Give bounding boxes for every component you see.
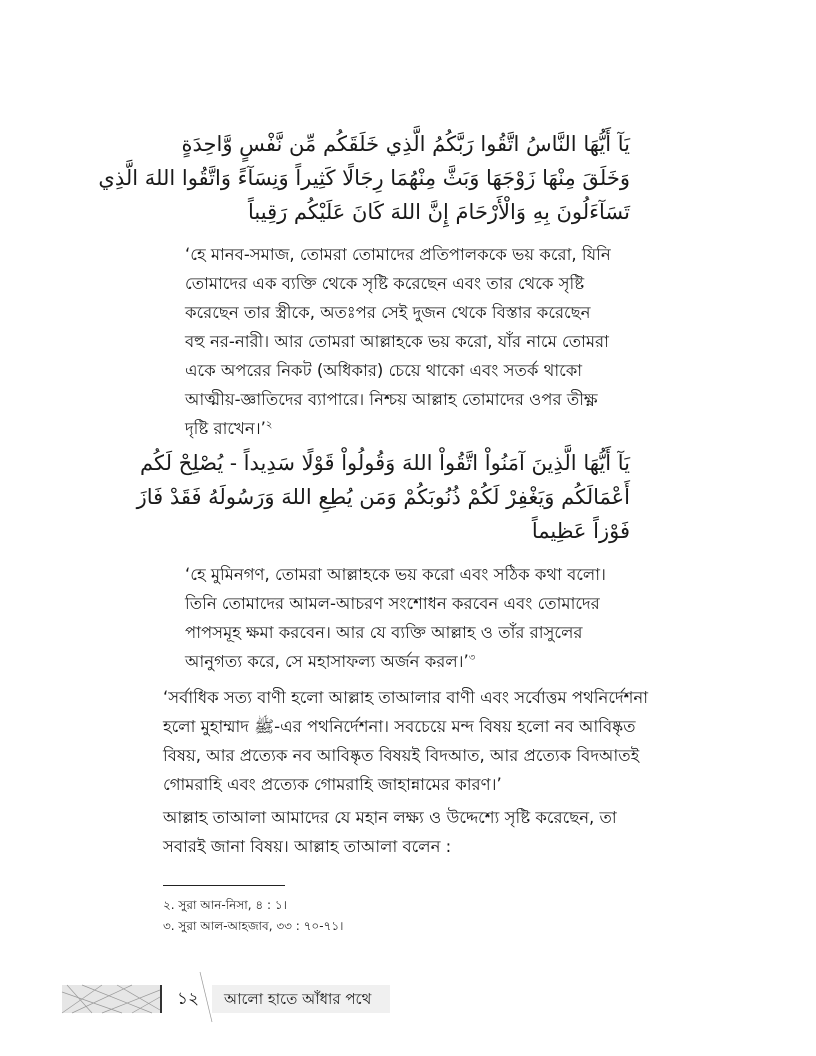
footnote-2: ২. সুরা আন-নিসা, ৪ : ১।: [163, 898, 287, 912]
translation-line: আনুগত্য করে, সে মহাসাফল্য অর্জন করল।’$^৩$: [185, 652, 476, 671]
arabic-line: تَسَآءَلُونَ بِهِ وَالْأَرْحَامَ إِنَّ اللهَ كَانَ عَلَيْكُم رَقِيباً: [248, 200, 630, 224]
footnote-3: ৩. সুরা আল-আহজাব, ৩৩ : ৭০-৭১।: [163, 919, 344, 933]
arabic-line: وَخَلَقَ مِنْهَا زَوْجَهَا وَبَثَّ مِنْهُمَا رِجَالًا كَثِيراً وَنِسَآءً وَاتَّقُوا اللهَ الَّذِي: [98, 166, 630, 190]
paragraph-line: গোমরাহি এবং প্রত্যেক গোমরাহি জাহান্নামের কারণ।’: [163, 775, 502, 794]
hadith-paragraph: [163, 683, 649, 799]
page-number: ১২: [176, 989, 200, 1009]
paragraph-line: ‘সর্বাধিক সত্য বাণী হলো আল্লাহ তাআলার বাণী এবং সর্বোত্তম পথনির্দেশনা: [163, 688, 649, 707]
paragraph-line: বিষয়, আর প্রত্যেক নব আবিষ্কৃত বিষয়ই বিদআত, আর প্রত্যেক বিদআতই: [163, 746, 640, 765]
translation-line: একে অপরের নিকট (অধিকার) চেয়ে থাকো এবং সতর্ক থাকো: [185, 361, 583, 380]
translation-line: তোমাদের এক ব্যক্তি থেকে সৃষ্টি করেছেন এবং তার থেকে সৃষ্টি: [185, 274, 585, 293]
book-title: আলো হাতে আঁধার পথে: [224, 990, 372, 1008]
translation-verse-2: [185, 560, 630, 676]
arabic-line: أَعْمَالَكُم وَيَغْفِرْ لَكُمْ ذُنُوبَكُمْ وَمَن يُطِعِ اللهَ وَرَسُولَهُ فَقَدْ فَازَ: [136, 485, 630, 509]
paragraph-line: আল্লাহ তাআলা আমাদের যে মহান লক্ষ্য ও উদ্দেশ্যে সৃষ্টি করেছেন, তা: [163, 808, 617, 827]
closing-paragraph: [163, 803, 641, 861]
footnote-ref-2[interactable]: ২: [265, 419, 273, 431]
footnote-divider: [163, 885, 285, 886]
translation-line: করেছেন তার স্ত্রীকে, অতঃপর সেই দুজন থেকে বিস্তার করেছেন: [185, 303, 591, 322]
arabic-line: فَوْزاً عَظِيماً: [531, 519, 630, 543]
arabic-line: يَآ أَيُّهَا الَّذِينَ آمَنُواْ اتَّقُواْ اللهَ وَقُولُواْ قَوْلًا سَدِيداً - يُصْلِحْ لَكُم: [140, 451, 630, 475]
translation-line: ‘হে মানব-সমাজ, তোমরা তোমাদের প্রতিপালককে ভয় করো, যিনি: [185, 245, 611, 264]
translation-line: আত্মীয়-জ্ঞাতিদের ব্যাপারে। নিশ্চয় আল্লাহ তোমাদের ওপর তীক্ষ্ণ: [185, 390, 598, 409]
arabic-verse-1: [98, 127, 630, 229]
translation-line: দৃষ্টি রাখেন।’$^২$: [185, 419, 273, 438]
footer-divider: [160, 985, 162, 1013]
paragraph-line: হলো মুহাম্মাদ ﷺ-এর পথনির্দেশনা। সবচেয়ে মন্দ বিষয় হলো নব আবিষ্কৃত: [163, 717, 636, 736]
translation-verse-1: [185, 240, 630, 443]
translation-line: তিনি তোমাদের আমল-আচরণ সংশোধন করবেন এবং তোমাদের: [185, 594, 600, 613]
paragraph-line: সবারই জানা বিষয়। আল্লাহ তাআলা বলেন :: [163, 837, 452, 856]
translation-line: ‘হে মুমিনগণ, তোমরা আল্লাহকে ভয় করো এবং সঠিক কথা বলো।: [185, 565, 606, 584]
translation-line: পাপসমূহ ক্ষমা করবেন। আর যে ব্যক্তি আল্লাহ ও তাঁর রাসুলের: [185, 623, 583, 642]
footnote-ref-3[interactable]: ৩: [468, 652, 476, 664]
arabic-line: يَآ أَيُّهَا النَّاسُ اتَّقُوا رَبَّكُمُ الَّذِي خَلَقَكُم مِّن نَّفْسٍ وَّاحِدَةٍ: [181, 132, 630, 156]
arabic-verse-2: [136, 446, 630, 548]
translation-line: বহু নর-নারী। আর তোমরা আল্লাহকে ভয় করো, যাঁর নামে তোমরা: [185, 332, 609, 351]
